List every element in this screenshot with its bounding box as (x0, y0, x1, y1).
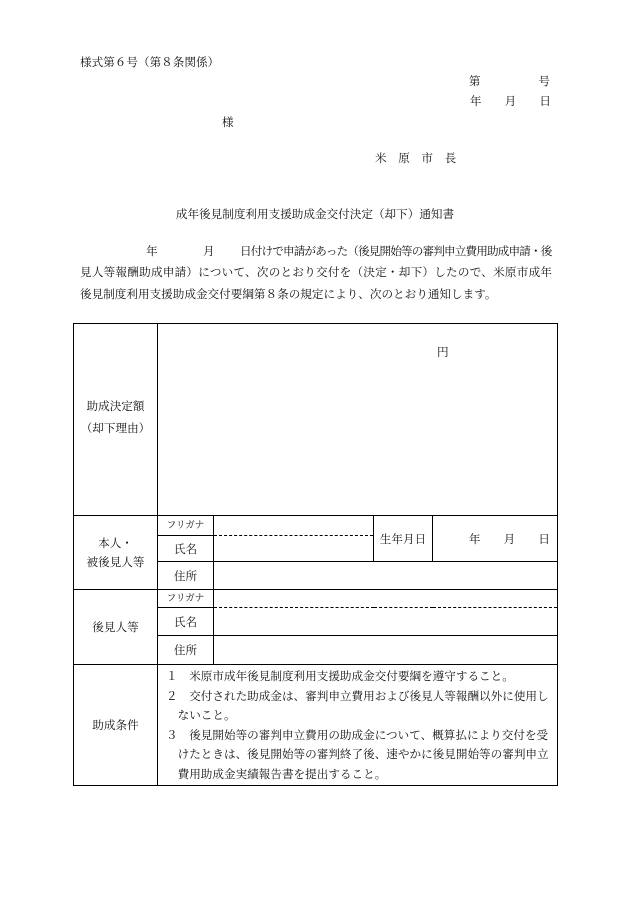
body-year-label: 年 (146, 244, 158, 258)
guardian-name-value (214, 608, 558, 636)
guardian-name-label: 氏名 (158, 608, 214, 636)
amount-value-cell (158, 324, 558, 516)
birthdate-value: 年 月 日 (433, 516, 558, 562)
condition-1 (166, 667, 555, 687)
guardian-label-cell: 後見人等 (74, 590, 158, 665)
principal-label-cell (74, 516, 158, 590)
principal-furigana-value (214, 516, 374, 536)
addressee-suffix: 様 (222, 115, 234, 129)
principal-furigana-label: フリガナ (158, 516, 214, 536)
principal-address-label: 住所 (158, 562, 214, 590)
document-title: 成年後見制度利用支援助成金交付決定（却下）通知書 (175, 207, 455, 221)
guardian-address-label: 住所 (158, 636, 214, 665)
condition-2-text: 交付された助成金は、審判申立費用および後見人等報酬以外に使用し (189, 688, 549, 703)
condition-2 (166, 687, 555, 707)
amount-label-cell (74, 324, 158, 516)
notice-table (73, 323, 558, 786)
conditions-row (74, 665, 558, 786)
amount-row (74, 324, 558, 516)
issuer-name: 米 原 市 長 (375, 151, 457, 165)
body-month-label: 月 (203, 244, 215, 258)
guardian-furigana-label: フリガナ (158, 590, 214, 608)
principal-label-line-2: 被後見人等 (86, 554, 145, 569)
condition-3-number: ３ (166, 727, 178, 742)
body-line-1: 日付けで申請があった（後見開始等の審判申立費用助成申請・後 (240, 244, 552, 258)
document-number: 第 号 (468, 74, 550, 88)
guardian-furigana-row (74, 590, 558, 608)
amount-label: 助成決定額 (86, 398, 145, 413)
condition-3 (166, 726, 555, 746)
condition-3-continuation-1: けたときは、後見開始等の審判終了後、速やかに後見開始等の審判申立 (177, 747, 549, 762)
principal-name-label: 氏名 (158, 536, 214, 562)
form-number: 様式第６号（第８条関係） (80, 55, 220, 69)
principal-address-value (214, 562, 558, 590)
rejection-reason-label: （却下理由） (80, 420, 151, 435)
birthdate-label: 生年月日 (374, 516, 433, 562)
principal-furigana-row (74, 516, 558, 536)
condition-2-number: ２ (166, 688, 178, 703)
guardian-furigana-value (214, 590, 558, 608)
guardian-address-value (214, 636, 558, 665)
body-line-3: 後見制度利用支援助成金交付要綱第８条の規定により、次のとおり通知します。 (80, 287, 497, 301)
condition-1-text: 米原市成年後見制度利用支援助成金交付要綱を遵守すること。 (189, 669, 514, 683)
notice-table-body (74, 324, 558, 786)
condition-3-text: 後見開始等の審判申立費用の助成金について、概算払により交付を受 (189, 727, 549, 742)
conditions-list (158, 665, 558, 786)
principal-name-value (214, 536, 374, 562)
principal-label-line-1: 本人・ (98, 535, 133, 550)
condition-1-number: １ (166, 669, 178, 683)
issue-date: 年 月 日 (469, 94, 551, 108)
yen-unit: 円 (437, 345, 449, 359)
condition-2-continuation: ないこと。 (177, 708, 236, 723)
amount-value-area (158, 324, 557, 514)
conditions-label: 助成条件 (74, 665, 158, 786)
body-line-2: 見人等報酬助成申請）について、次のとおり交付を（決定・却下）したので、米原市成年 (80, 265, 552, 279)
condition-3-continuation-2: 費用助成金実績報告書を提出すること。 (177, 766, 387, 781)
